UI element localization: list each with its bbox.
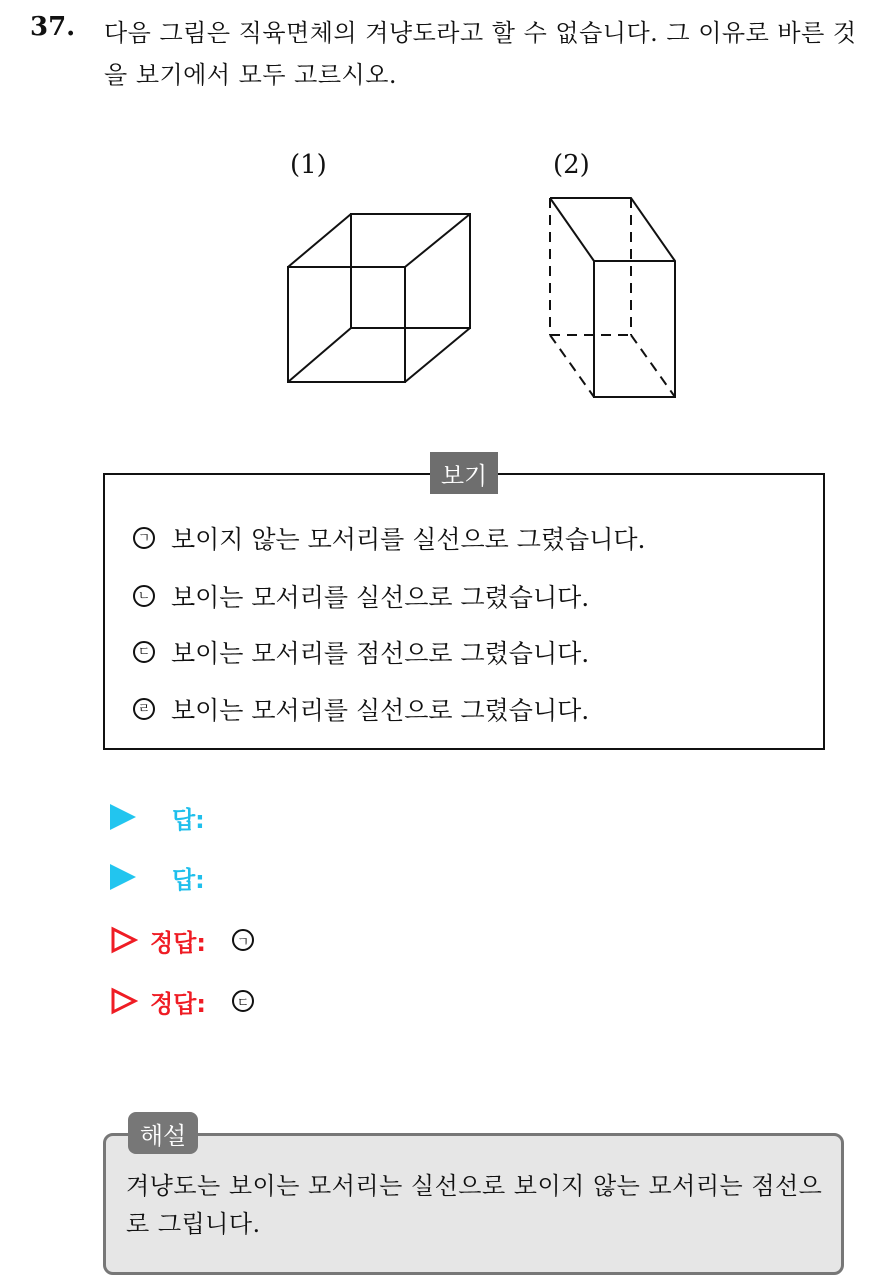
dashed-edge-bottom-left [550, 335, 594, 397]
answer-label: 답: [172, 805, 205, 834]
option-text: 보이는 모서리를 점선으로 그렸습니다. [171, 639, 590, 668]
outline-arrow-icon [110, 987, 138, 1015]
option-text: 보이는 모서리를 실선으로 그렸습니다. [171, 696, 590, 725]
back-face [351, 214, 470, 328]
figure-2-label: (2) [553, 150, 590, 180]
option-marker: ㄷ [133, 641, 155, 663]
bogi-option-4 [133, 689, 589, 729]
bogi-option-3 [133, 632, 589, 672]
play-arrow-icon [110, 864, 136, 890]
correct-answer-label: 정답: [150, 989, 206, 1018]
option-text: 보이는 모서리를 실선으로 그렸습니다. [171, 583, 590, 612]
figure-1-cube-drawing [286, 212, 472, 384]
correct-answer-value: ㄷ [232, 990, 254, 1012]
option-marker: ㄹ [133, 698, 155, 720]
option-text: 보이지 않는 모서리를 실선으로 그렸습니다. [171, 525, 646, 554]
edge-top-left [288, 214, 351, 267]
correct-answer-label: 정답: [150, 928, 206, 957]
correct-answer-row-1 [110, 920, 254, 960]
solid-edges [550, 198, 675, 397]
question-text: 다음 그림은 직육면체의 겨냥도라고 할 수 없습니다. 그 이유로 바른 것을 보기에서 모두 고르시오. [104, 19, 857, 89]
edge-bottom-right [405, 328, 470, 382]
option-marker: ㄱ [133, 527, 155, 549]
answer-label: 답: [172, 865, 205, 894]
answer-row-1 [110, 797, 205, 837]
correct-answer-value: ㄱ [232, 929, 254, 951]
correct-answer-row-2 [110, 981, 254, 1021]
play-arrow-icon [110, 804, 136, 830]
bogi-option-1 [133, 518, 645, 558]
answer-row-2 [110, 857, 205, 897]
option-marker: ㄴ [133, 585, 155, 607]
explanation-title: 해설 [128, 1112, 198, 1154]
figure-2-cuboid-drawing [546, 196, 678, 402]
outline-arrow-icon [110, 926, 138, 954]
front-face [288, 267, 405, 382]
bogi-title: 보기 [430, 452, 498, 494]
bogi-option-2 [133, 576, 589, 616]
figure-1-label: (1) [290, 150, 327, 180]
edge-top-right [405, 214, 470, 267]
question-number: 37. [30, 12, 76, 42]
edge-bottom-left [288, 328, 351, 382]
dashed-edge-bottom-right [631, 335, 675, 397]
explanation-text: 겨냥도는 보이는 모서리는 실선으로 보이지 않는 모서리는 점선으로 그립니다. [126, 1172, 823, 1238]
